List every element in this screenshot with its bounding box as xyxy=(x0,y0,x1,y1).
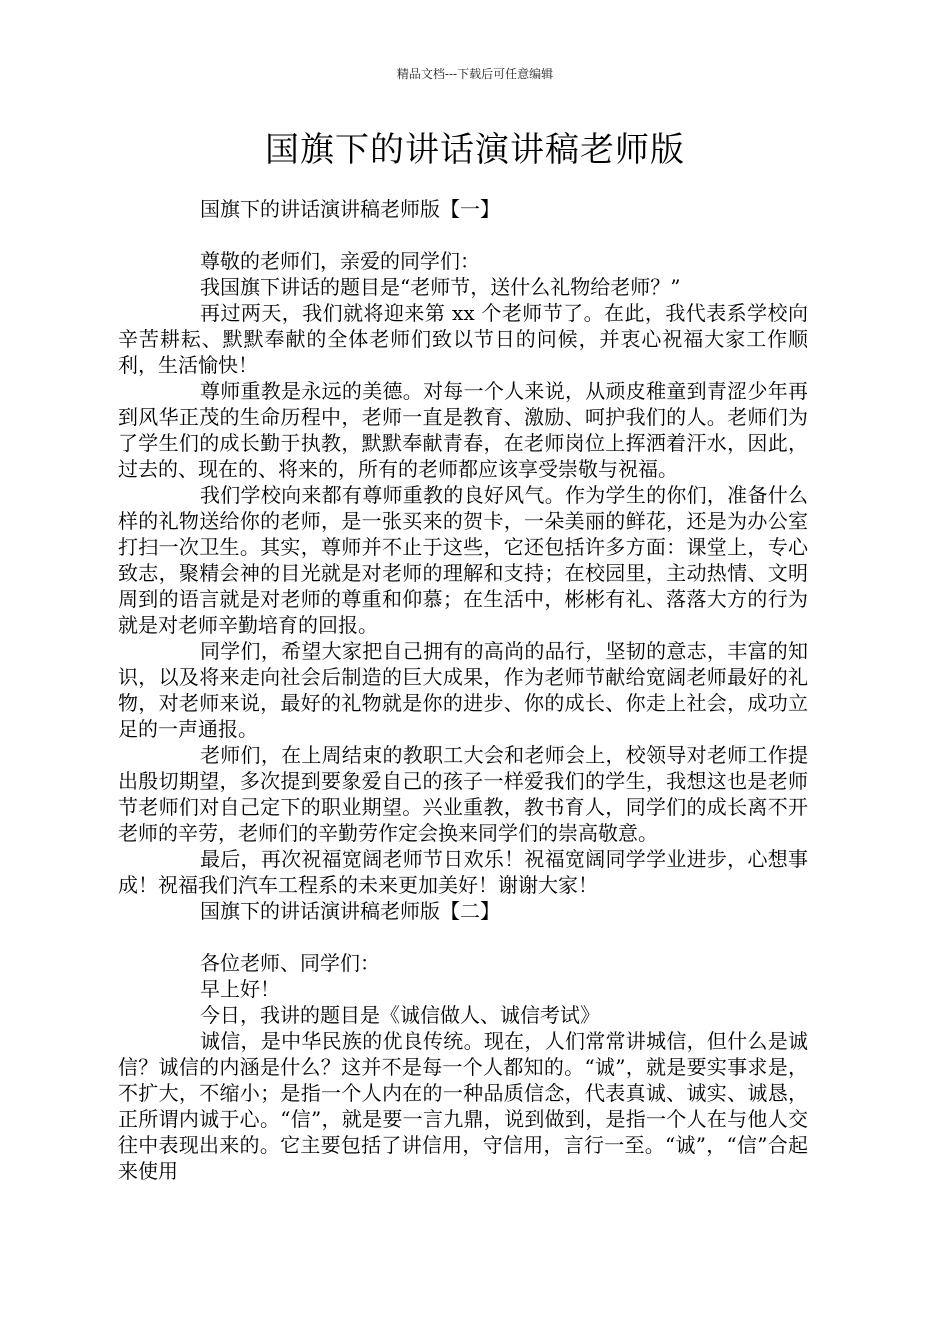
paragraph: 再过两天，我们就将迎来第 xx 个老师节了。在此，我代表系学校向辛苦耕耘、默默奉献的全体老师们致以节日的问候，并衷心祝福大家工作顺利，生活愉快！ xyxy=(118,301,808,377)
page-header: 精品文档---下载后可任意编辑 xyxy=(396,67,554,81)
morning-greeting: 早上好！ xyxy=(200,977,280,1001)
blank-line xyxy=(118,924,808,950)
section-heading-2: 国旗下的讲话演讲稿老师版【二】 xyxy=(200,899,500,923)
paragraph: 我们学校向来都有尊师重教的良好风气。作为学生的你们，准备什么样的礼物送给你的老师，是一张买来的贺卡，一朵美丽的鲜花，还是为办公室打扫一次卫生。其实，尊师并不止于这些，它还包括许多方面：课堂上，专心致志，聚精会神的目光就是对老师的理解和支持；在校园里，主动热情、文明周到的语言就是对老师的尊重和仰慕；在生活中，彬彬有礼、落落大方的行为就是对老师辛勤培育的回报。 xyxy=(118,483,808,637)
speech-topic-1: 我国旗下讲话的题目是“老师节，送什么礼物给老师？” xyxy=(200,275,681,299)
section-heading-1: 国旗下的讲话演讲稿老师版【一】 xyxy=(200,197,500,221)
document-title: 国旗下的讲话演讲稿老师版 xyxy=(265,130,685,170)
blank-line xyxy=(118,222,808,248)
paragraph: 诚信，是中华民族的优良传统。现在，人们常常讲城信，但什么是诚信？诚信的内涵是什么？这并不是每一个人都知的。“诚”，就是要实事求是，不扩大，不缩小；是指一个人内在的一种品质信念，代表真诚、诚实、诚恳，正所谓内诚于心。“信”，就是要一言九鼎，说到做到，是指一个人在与他人交往中表现出来的。它主要包括了讲信用，守信用，言行一至。“诚”，“信”合起来使用 xyxy=(118,1029,808,1183)
paragraph: 最后，再次祝福宽阔老师节日欢乐！祝福宽阔同学学业进步，心想事成！祝福我们汽车工程系的未来更加美好！谢谢大家！ xyxy=(118,847,808,897)
speech-topic-2: 今日，我讲的题目是《诚信做人、诚信考试》 xyxy=(200,1003,600,1027)
paragraph: 同学们，希望大家把自己拥有的高尚的品行，坚韧的意志，丰富的知识，以及将来走向社会后制造的巨大成果，作为老师节献给宽阔老师最好的礼物，对老师来说，最好的礼物就是你的进步、你的成长、你走上社会，成功立足的一声通报。 xyxy=(118,639,808,741)
greeting-2: 各位老师、同学们： xyxy=(200,951,380,975)
document-body xyxy=(118,196,808,1184)
paragraph: 老师们，在上周结束的教职工大会和老师会上，校领导对老师工作提出殷切期望，多次提到要象爱自己的孩子一样爱我们的学生，我想这也是老师节老师们对自己定下的职业期望。兴业重教，教书育人，同学们的成长离不开老师的辛劳，老师们的辛勤劳作定会换来同学们的崇高敬意。 xyxy=(118,743,808,845)
paragraph: 尊师重教是永远的美德。对每一个人来说，从顽皮稚童到青涩少年再到风华正茂的生命历程中，老师一直是教育、激励、呵护我们的人。老师们为了学生们的成长勤于执教，默默奉献青春，在老师岗位上挥洒着汗水，因此，过去的、现在的、将来的，所有的老师都应该享受崇敬与祝福。 xyxy=(118,379,808,481)
greeting-1: 尊敬的老师们，亲爱的同学们： xyxy=(200,249,480,273)
